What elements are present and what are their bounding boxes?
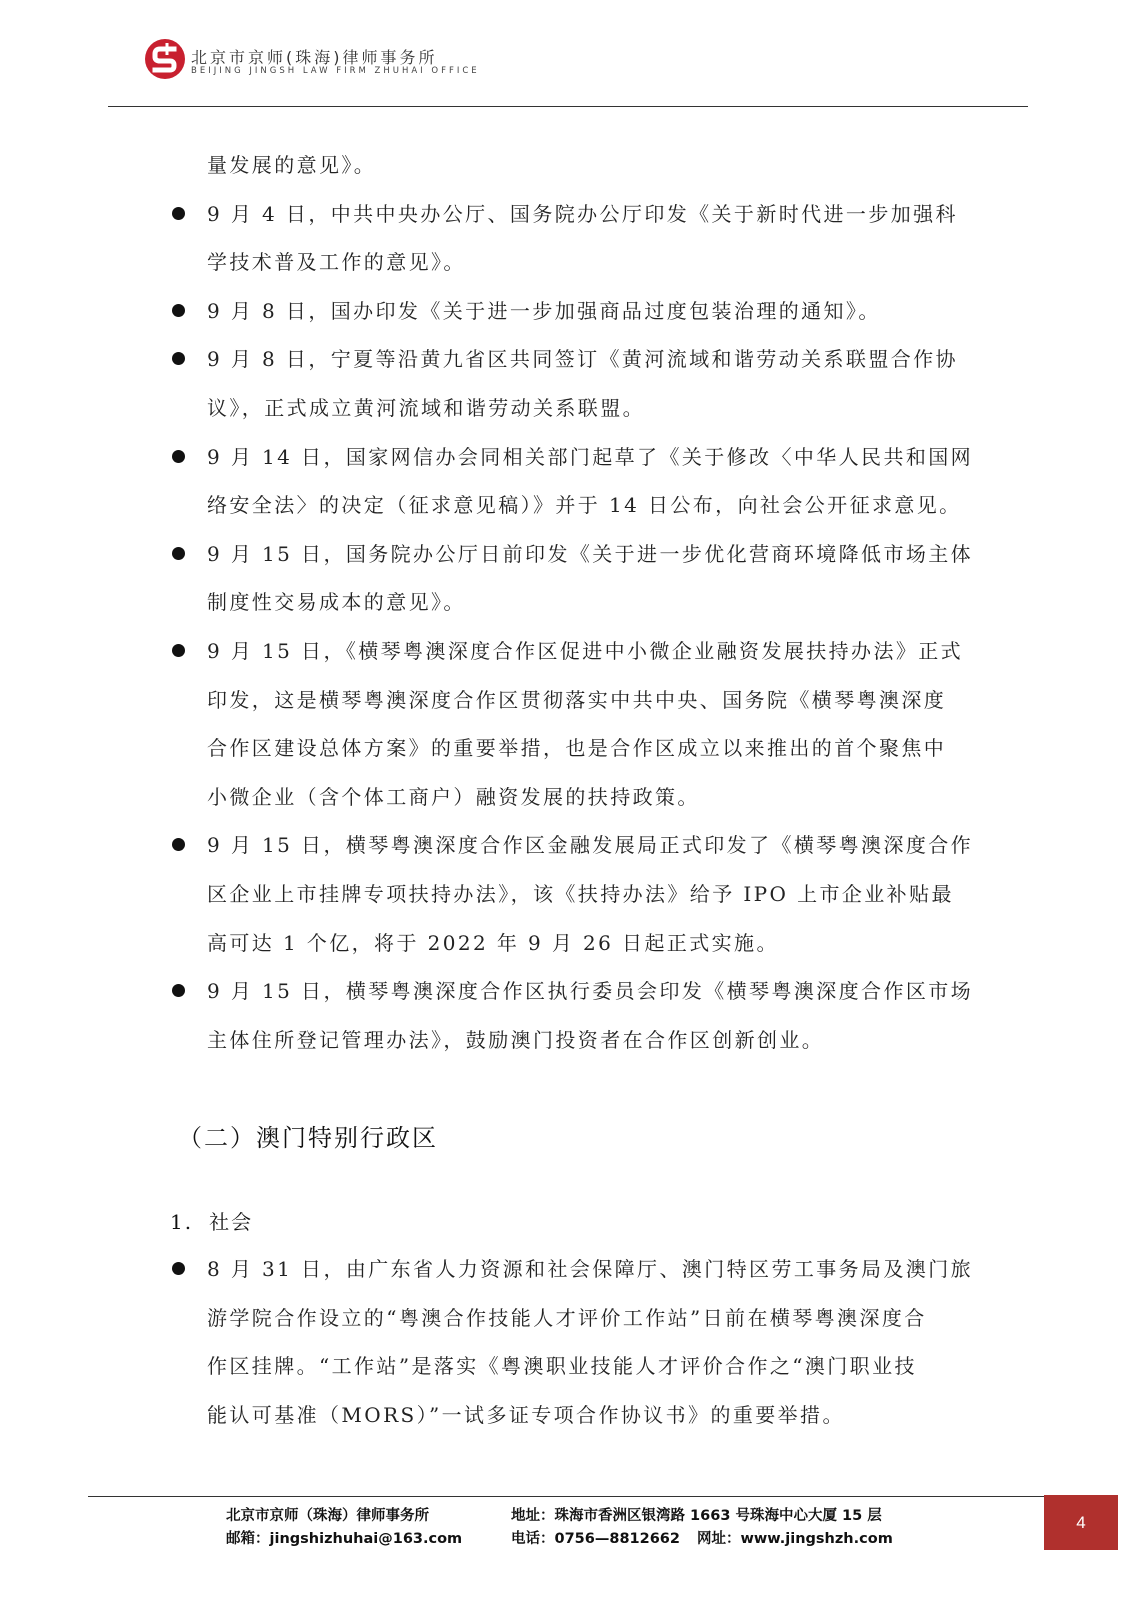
paragraph-line: 8 月 31 日，由广东省人力资源和社会保障厅、澳门特区劳工事务局及澳门旅 (207, 1257, 974, 1281)
subsection-title: 社会 (209, 1210, 254, 1234)
paragraph-line: 主体住所登记管理办法》，鼓励澳门投资者在合作区创新创业。 (207, 1027, 825, 1052)
paragraph-line: 能认可基准（MORS）”一试多证专项合作协议书》的重要举措。 (207, 1402, 845, 1427)
bullet-icon (172, 644, 185, 657)
page-header (0, 0, 1131, 112)
bullet-icon (172, 304, 185, 317)
paragraph-line: 小微企业（含个体工商户）融资发展的扶持政策。 (207, 784, 700, 809)
footer-firm: 北京市京师（珠海）律师事务所 (226, 1508, 429, 1524)
bullet-icon (172, 207, 185, 220)
page-number: 4 (1044, 1495, 1118, 1550)
firm-logo-icon (143, 37, 187, 81)
bullet-icon (172, 838, 185, 851)
footer-address: 地址：珠海市香洲区银湾路 1663 号珠海中心大厦 15 层 (511, 1508, 882, 1524)
section-title: （二）澳门特别行政区 (178, 1124, 438, 1152)
paragraph-line: 9 月 8 日，宁夏等沿黄九省区共同签订《黄河流域和谐劳动关系联盟合作协 (207, 347, 958, 372)
header-divider (108, 106, 1028, 107)
paragraph-line: 议》，正式成立黄河流域和谐劳动关系联盟。 (207, 396, 645, 420)
paragraph-line: 量发展的意见》。 (207, 153, 377, 177)
paragraph-line: 高可达 1 个亿，将于 2022 年 9 月 26 日起正式实施。 (207, 930, 779, 955)
footer-divider (88, 1496, 1054, 1497)
paragraph-line: 9 月 8 日，国办印发《关于进一步加强商品过度包装治理的通知》。 (207, 298, 881, 323)
bullet-icon (172, 352, 185, 365)
subsection-number: 1. (170, 1210, 194, 1234)
bullet-icon (172, 1262, 185, 1275)
footer-website: 网址：www.jingshzh.com (697, 1531, 893, 1547)
paragraph-line: 合作区建设总体方案》的重要举措，也是合作区成立以来推出的首个聚焦中 (207, 736, 947, 761)
subsection-heading (170, 1206, 253, 1235)
paragraph-line: 区企业上市挂牌专项扶持办法》，该《扶持办法》给予 IPO 上市企业补贴最 (207, 882, 954, 906)
paragraph-line: 9 月 15 日，横琴粤澳深度合作区金融发展局正式印发了《横琴粤澳深度合作 (207, 833, 974, 858)
paragraph-line: 作区挂牌。“工作站”是落实《粤澳职业技能人才评价合作之“澳门职业技 (207, 1354, 917, 1379)
bullet-icon (172, 984, 185, 997)
footer-email: 邮箱：jingshizhuhai@163.com (226, 1531, 463, 1547)
paragraph-line: 9 月 15 日，国务院办公厅日前印发《关于进一步优化营商环境降低市场主体 (207, 541, 974, 566)
paragraph-line: 9 月 14 日，国家网信办会同相关部门起草了《关于修改〈中华人民共和国网 (207, 444, 974, 469)
firm-name-en: BEIJING JINGSH LAW FIRM ZHUHAI OFFICE (191, 66, 480, 76)
paragraph-line: 学技术普及工作的意见》。 (207, 250, 466, 275)
paragraph-line: 络安全法〉的决定（征求意见稿）》并于 14 日公布，向社会公开征求意见。 (207, 493, 962, 518)
paragraph-line: 9 月 15 日，《横琴粤澳深度合作区促进中小微企业融资发展扶持办法》正式 (207, 639, 964, 663)
paragraph-line: 9 月 4 日，中共中央办公厅、国务院办公厅印发《关于新时代进一步加强科 (207, 201, 958, 226)
paragraph-line: 9 月 15 日，横琴粤澳深度合作区执行委员会印发《横琴粤澳深度合作区市场 (207, 979, 974, 1004)
firm-name-cn: 北京市京师(珠海)律师事务所 (191, 48, 438, 67)
paragraph-line: 印发，这是横琴粤澳深度合作区贯彻落实中共中央、国务院《横琴粤澳深度 (207, 687, 947, 712)
bullet-icon (172, 450, 185, 463)
bullet-icon (172, 547, 185, 560)
paragraph-line: 制度性交易成本的意见》。 (207, 590, 466, 615)
paragraph-line: 游学院合作设立的“粤澳合作技能人才评价工作站”日前在横琴粤澳深度合 (207, 1305, 927, 1330)
footer-phone: 电话：0756—8812662 (511, 1531, 680, 1547)
